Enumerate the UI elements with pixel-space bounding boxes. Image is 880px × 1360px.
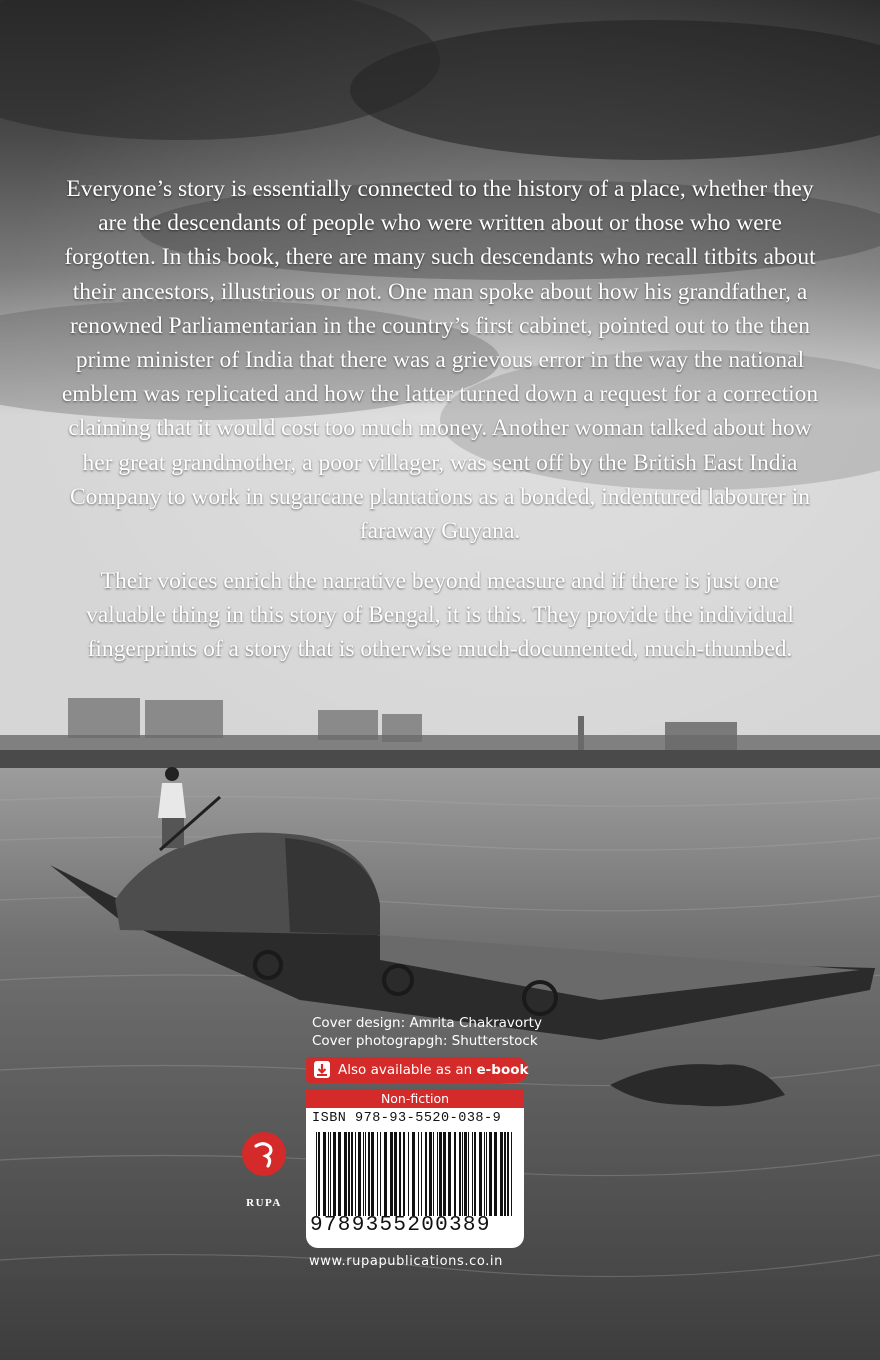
barcode-bar bbox=[489, 1132, 492, 1216]
barcode-bar bbox=[468, 1132, 469, 1216]
isbn-label: ISBN 978-93-5520-038-9 bbox=[312, 1111, 502, 1126]
rupa-logo-icon bbox=[242, 1132, 286, 1176]
barcode-bar bbox=[384, 1132, 387, 1216]
barcode-bar bbox=[433, 1132, 434, 1216]
barcode-bar bbox=[363, 1132, 364, 1216]
ebook-badge bbox=[306, 1057, 528, 1083]
cover-credits bbox=[312, 1014, 542, 1050]
blurb-paragraph-2: Their voices enrich the narrative beyond measure and if there is just one valuable thing in this story of Bengal, it is this. They provide the individual fingerprints of a story that is otherwise much-documented, much-thumbed. bbox=[86, 568, 794, 663]
barcode-bar bbox=[511, 1132, 512, 1216]
barcode-bar bbox=[429, 1132, 432, 1216]
barcode bbox=[314, 1132, 516, 1216]
barcode-bar bbox=[464, 1132, 467, 1216]
barcode-bar bbox=[507, 1132, 509, 1216]
barcode-bar bbox=[479, 1132, 482, 1216]
barcode-block bbox=[306, 1108, 524, 1248]
ebook-highlight: e-book bbox=[476, 1062, 529, 1078]
barcode-bar bbox=[504, 1132, 506, 1216]
ebook-label: Also available as an bbox=[338, 1062, 473, 1078]
barcode-bar bbox=[437, 1132, 438, 1216]
barcode-bar bbox=[338, 1132, 341, 1216]
barcode-bar bbox=[328, 1132, 329, 1216]
publisher-url[interactable]: www.rupapublications.co.in bbox=[309, 1254, 503, 1269]
barcode-bar bbox=[348, 1132, 350, 1216]
barcode-bar bbox=[474, 1132, 476, 1216]
barcode-bar bbox=[323, 1132, 326, 1216]
barcode-bar bbox=[500, 1132, 503, 1216]
cover-design-credit: Cover design: Amrita Chakravorty bbox=[312, 1015, 542, 1031]
barcode-bar bbox=[459, 1132, 461, 1216]
barcode-bar bbox=[403, 1132, 405, 1216]
barcode-bar bbox=[486, 1132, 487, 1216]
barcode-bar bbox=[394, 1132, 397, 1216]
barcode-bar bbox=[380, 1132, 381, 1216]
barcode-bar bbox=[351, 1132, 353, 1216]
barcode-bar bbox=[472, 1132, 473, 1216]
barcode-bar bbox=[368, 1132, 370, 1216]
barcode-bar bbox=[316, 1132, 317, 1216]
barcode-bar bbox=[484, 1132, 485, 1216]
barcode-bar bbox=[408, 1132, 409, 1216]
barcode-bar bbox=[421, 1132, 422, 1216]
download-icon bbox=[314, 1061, 330, 1078]
genre-label: Non-fiction bbox=[306, 1089, 524, 1108]
barcode-bar bbox=[439, 1132, 442, 1216]
barcode-bar bbox=[365, 1132, 366, 1216]
barcode-bar bbox=[448, 1132, 451, 1216]
barcode-bar bbox=[377, 1132, 378, 1216]
barcode-digits: 9789355200389 bbox=[310, 1214, 491, 1237]
barcode-bar bbox=[462, 1132, 463, 1216]
barcode-bar bbox=[443, 1132, 446, 1216]
barcode-bar bbox=[418, 1132, 419, 1216]
cover-photo-credit: Cover photograpgh: Shutterstock bbox=[312, 1033, 538, 1049]
barcode-bar bbox=[355, 1132, 356, 1216]
blurb-paragraph-1: Everyone’s story is essentially connected to the history of a place, whether they are the descendants of people who were written about or those who were forgotten. In this book, there are many such descendants who recall titbits about their ancestors, illustrious or not. One man spoke about how his grandfather, a renowned Parliamentarian in the country’s first cabinet, pointed out to the then prime minister of India that there was a grievous error in the way the national emblem was replicated and how the latter turned down a request for a correction claiming that it would cost too much money. Another woman talked about how her great grandmother, a poor villager, was sent off by the British East India Company to work in sugarcane plantations as a bonded, indentured labourer in faraway Guyana. bbox=[61, 176, 819, 545]
barcode-bar bbox=[390, 1132, 393, 1216]
barcode-bar bbox=[425, 1132, 427, 1216]
barcode-bar bbox=[358, 1132, 361, 1216]
barcode-bar bbox=[333, 1132, 336, 1216]
barcode-bar bbox=[330, 1132, 331, 1216]
barcode-bar bbox=[399, 1132, 401, 1216]
barcode-bar bbox=[454, 1132, 456, 1216]
barcode-bar bbox=[412, 1132, 415, 1216]
publisher-name: RUPA bbox=[246, 1197, 282, 1209]
barcode-bar bbox=[494, 1132, 497, 1216]
barcode-bar bbox=[344, 1132, 347, 1216]
barcode-bar bbox=[371, 1132, 374, 1216]
barcode-bar bbox=[318, 1132, 320, 1216]
